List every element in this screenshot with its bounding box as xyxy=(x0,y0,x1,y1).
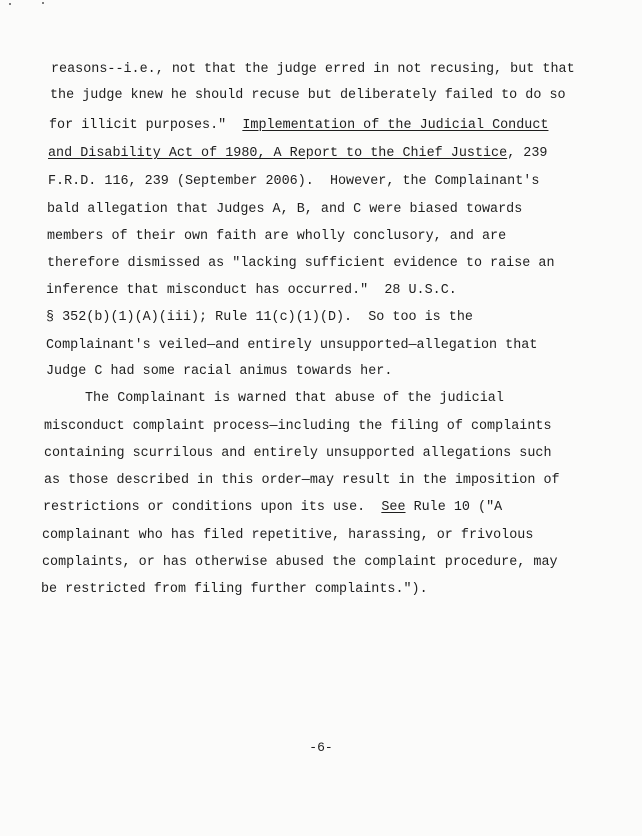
signal-see: See xyxy=(381,500,406,515)
text-line: The Complainant is warned that abuse of the judicial xyxy=(85,391,504,406)
text-line xyxy=(48,146,547,162)
text-line xyxy=(43,500,502,516)
text-line: Judge C had some racial animus towards her. xyxy=(46,364,393,379)
scan-speck xyxy=(9,3,11,5)
text-line: complaints, or has otherwise abused the complaint procedure, may xyxy=(42,555,558,570)
text-line: complainant who has filed repetitive, harassing, or frivolous xyxy=(42,528,534,543)
page-number: -6- xyxy=(309,740,333,755)
text-span: restrictions or conditions upon its use. xyxy=(43,500,382,515)
text-line: therefore dismissed as "lacking sufficient evidence to raise an xyxy=(47,256,555,271)
text-line: F.R.D. 116, 239 (September 2006). However, the Complainant's xyxy=(48,174,540,189)
text-span: for illicit purposes." xyxy=(49,118,243,133)
text-line: inference that misconduct has occurred." 28 U.S.C. xyxy=(46,283,457,298)
text-line: containing scurrilous and entirely unsupported allegations such xyxy=(44,446,552,461)
text-span: , 239 xyxy=(507,146,548,161)
text-line xyxy=(49,118,548,134)
citation-title: and Disability Act of 1980, A Report to the Chief Justice xyxy=(48,146,508,161)
text-line: as those described in this order—may result in the imposition of xyxy=(44,473,560,488)
scan-speck xyxy=(42,2,44,4)
citation-title: Implementation of the Judicial Conduct xyxy=(242,118,549,133)
text-line: bald allegation that Judges A, B, and C were biased towards xyxy=(47,202,523,217)
text-line: misconduct complaint process—including the filing of complaints xyxy=(44,419,552,434)
text-line: the judge knew he should recuse but deliberately failed to do so xyxy=(50,88,566,103)
text-line: members of their own faith are wholly conclusory, and are xyxy=(47,229,507,244)
text-span: Rule 10 ("A xyxy=(405,500,503,515)
text-line: reasons--i.e., not that the judge erred in not recusing, but that xyxy=(51,62,575,77)
text-line: be restricted from filing further complaints."). xyxy=(41,582,428,597)
text-line: Complainant's veiled—and entirely unsupported—allegation that xyxy=(46,338,538,353)
text-line: § 352(b)(1)(A)(iii); Rule 11(c)(1)(D). So too is the xyxy=(46,310,473,325)
